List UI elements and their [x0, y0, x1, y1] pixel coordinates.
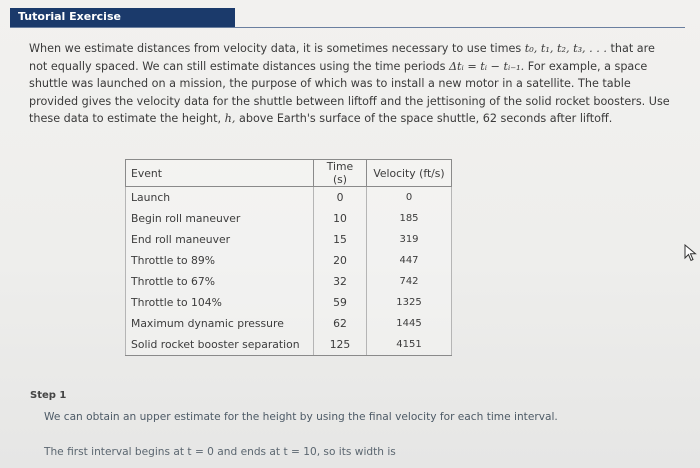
time-cell: 125: [314, 334, 367, 356]
table-row: [126, 187, 452, 209]
column-header-velocity: Velocity (ft/s): [367, 160, 452, 187]
table-row: [126, 292, 452, 313]
problem-part-1: When we estimate distances from velocity data, it is sometimes necessary to use times: [29, 42, 522, 55]
table-header-row: [126, 160, 452, 187]
height-math: h,: [224, 112, 236, 126]
event-cell: Launch: [126, 187, 314, 209]
velocity-cell: 185: [367, 208, 452, 229]
event-cell: Begin roll maneuver: [126, 208, 314, 229]
header-divider: [10, 27, 685, 28]
event-cell: Maximum dynamic pressure: [126, 313, 314, 334]
time-cell: 10: [314, 208, 367, 229]
velocity-table: [125, 159, 452, 356]
time-cell: 59: [314, 292, 367, 313]
column-header-time: Time (s): [314, 160, 367, 187]
delta-t-math: Δtᵢ = tᵢ − tᵢ₋₁.: [448, 59, 525, 73]
event-cell: End roll maneuver: [126, 229, 314, 250]
table-row: [126, 229, 452, 250]
problem-part-2: that are not equally spaced. We can still estimate distances using the time periods: [29, 42, 655, 73]
problem-part-4: above Earth's surface of the space shuttle, 62 seconds after liftoff.: [238, 112, 613, 126]
event-cell: Throttle to 89%: [126, 250, 314, 271]
velocity-cell: 742: [367, 271, 452, 292]
velocity-cell: 0: [367, 187, 452, 209]
time-cell: 15: [314, 229, 367, 250]
time-cell: 32: [314, 271, 367, 292]
table-row: [126, 271, 452, 292]
times-math: t₀, t₁, t₂, t₃, . . .: [524, 42, 607, 55]
step-label: Step 1: [30, 390, 67, 401]
event-cell: Solid rocket booster separation: [126, 334, 314, 356]
event-cell: Throttle to 104%: [126, 292, 314, 313]
table-row: [126, 208, 452, 229]
table-row: [126, 334, 452, 356]
step-instruction: We can obtain an upper estimate for the height by using the final velocity for each time interval.: [44, 411, 558, 423]
time-cell: 62: [314, 313, 367, 334]
pointer-cursor-icon: [684, 244, 698, 262]
header-title: Tutorial Exercise: [18, 10, 121, 23]
velocity-cell: 1325: [367, 292, 452, 313]
time-cell: 0: [314, 187, 367, 209]
velocity-cell: 447: [367, 250, 452, 271]
step-interval-text: The first interval begins at t = 0 and ends at t = 10, so its width is: [44, 446, 396, 458]
event-cell: Throttle to 67%: [126, 271, 314, 292]
table-row: [126, 313, 452, 334]
table-row: [126, 250, 452, 271]
velocity-cell: 319: [367, 229, 452, 250]
problem-text: [29, 40, 674, 128]
tutorial-header: [10, 8, 235, 27]
velocity-cell: 4151: [367, 334, 452, 356]
time-cell: 20: [314, 250, 367, 271]
column-header-event: Event: [126, 160, 314, 187]
problem-part-3: For example, a space shuttle was launched on a mission, the purpose of which was to install a new motor in a satellite. The table provided gives the velocity data for the shuttle between liftoff and the jettisoning of the solid rocket boosters. Use these data to estimate the height,: [29, 59, 670, 126]
velocity-cell: 1445: [367, 313, 452, 334]
